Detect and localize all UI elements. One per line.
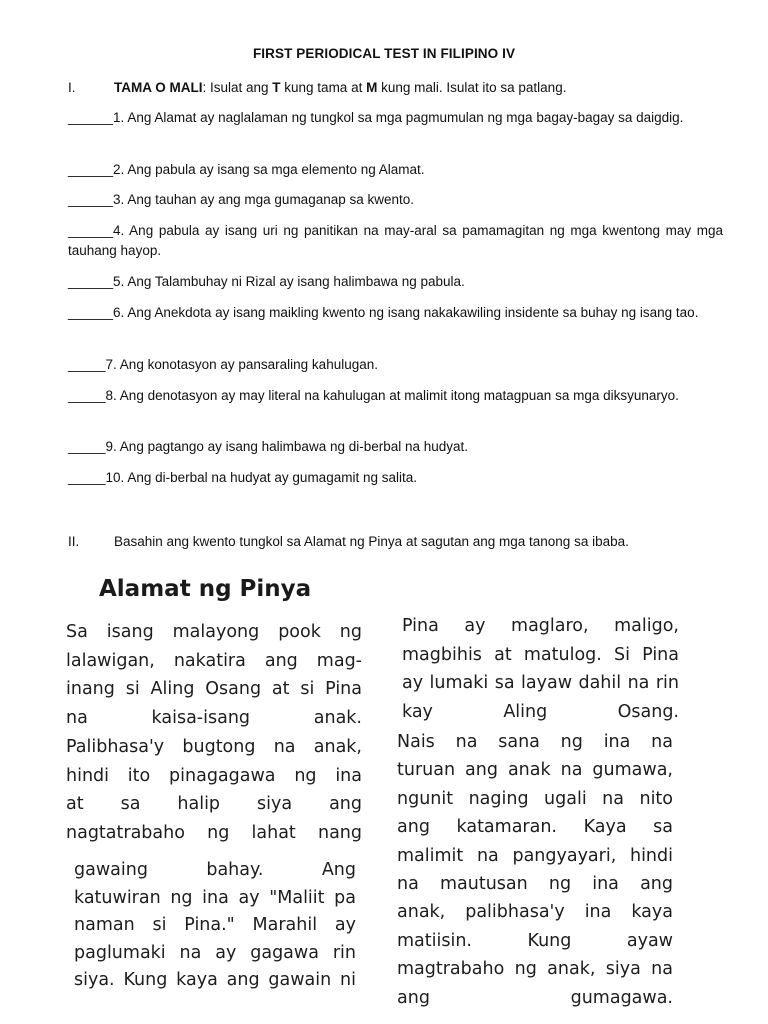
story-line: paglumaki na ay gagawa rin — [74, 942, 356, 963]
question-item: ______3. Ang tauhan ay ang mga gumaganap sa kwento. — [68, 192, 415, 207]
story-line: nagtatrabaho ng lahat nang — [66, 822, 362, 843]
section-1-heading: TAMA O MALI — [114, 80, 203, 95]
true-letter: T — [272, 80, 281, 95]
story-line: matiisin. Kung ayaw — [397, 930, 673, 951]
story-line: gawaing bahay. Ang — [74, 860, 356, 880]
story-line: ang gumagawa. — [397, 987, 673, 1008]
story-line: anak, palibhasa'y ina kaya — [397, 902, 673, 923]
story-line: ngunit naging ugali na nito — [397, 788, 673, 809]
question-item: _____9. Ang pagtango ay isang halimbawa ng di-berbal na hudyat. — [68, 439, 469, 454]
question-item: ______2. Ang pabula ay isang sa mga elemento ng Alamat. — [68, 162, 425, 177]
story-line: Sa isang malayong pook ng — [66, 622, 362, 642]
story-line: at sa halip siya ang — [66, 794, 362, 815]
story-column-left-top — [66, 618, 362, 848]
instruction-part-a: : Isulat ang — [202, 80, 273, 95]
story-column-left-bottom — [74, 857, 356, 995]
story-line: katuwiran ng ina ay "Maliit pa — [74, 887, 356, 908]
story-line: naman si Pina." Marahil ay — [74, 915, 356, 935]
story-line: magbihis at matulog. Si Pina — [402, 644, 679, 665]
story-line: hindi ito pinagagawa ng ina — [66, 765, 362, 786]
story-line: ang katamaran. Kaya sa — [397, 817, 673, 838]
story-line: magtrabaho ng anak, siya na — [397, 959, 673, 980]
section-2-number: II. — [68, 534, 80, 549]
question-item: ______1. Ang Alamat ay naglalaman ng tungkol sa mga pagmumulan ng mga bagay-bagay sa daigdig. — [68, 110, 684, 125]
story-column-right-bottom — [397, 728, 673, 1012]
question-item: ______4. Ang pabula ay isang uri ng panitikan na may-aral sa pamamagitan ng mga kwentong may mga tauhang hayop. — [68, 223, 723, 258]
story-line: turuan ang anak na gumawa, — [397, 760, 673, 781]
section-1-number: I. — [68, 80, 76, 95]
story-line: malimit na pangyayari, hindi — [397, 845, 673, 866]
story-line: kay Aling Osang. — [402, 701, 679, 722]
story-line: Palibhasa'y bugtong na anak, — [66, 736, 362, 757]
story-line: Pina ay maglaro, maligo, — [402, 616, 679, 636]
story-line: Nais na sana ng ina na — [397, 732, 673, 752]
question-item: ______6. Ang Anekdota ay isang maikling kwento ng isang nakakawiling insidente sa buhay ng isang tao. — [68, 305, 699, 320]
section-1-instruction — [68, 79, 728, 96]
page-title: FIRST PERIODICAL TEST IN FILIPINO IV — [252, 46, 516, 61]
story-line: ay lumaki sa layaw dahil na rin — [402, 673, 679, 694]
story-title: Alamat ng Pinya — [99, 576, 312, 602]
question-item: _____10. Ang di-berbal na hudyat ay gumagamit ng salita. — [68, 470, 417, 485]
story-line: na mautusan ng ina ang — [397, 874, 673, 895]
instruction-part-c: kung mali. Isulat ito sa patlang. — [377, 80, 567, 95]
instruction-part-b: kung tama at — [280, 80, 367, 95]
section-2-instruction — [68, 533, 728, 550]
question-item: _____7. Ang konotasyon ay pansaraling kahulugan. — [68, 357, 378, 372]
story-line: inang si Aling Osang at si Pina — [66, 679, 362, 700]
question-item: ______5. Ang Talambuhay ni Rizal ay isang halimbawa ng pabula. — [68, 274, 465, 289]
story-line: lalawigan, nakatira ang mag- — [66, 650, 362, 671]
question-item: _____8. Ang denotasyon ay may literal na kahulugan at malimit itong matagpuan sa mga diksyunaryo. — [68, 388, 679, 403]
story-column-right-top — [402, 612, 679, 726]
story-line: siya. Kung kaya ang gawain ni — [74, 970, 356, 990]
section-2-text: Basahin ang kwento tungkol sa Alamat ng Pinya at sagutan ang mga tanong sa ibaba. — [114, 534, 629, 549]
story-line: na kaisa-isang anak. — [66, 708, 362, 729]
false-letter: M — [366, 80, 378, 95]
